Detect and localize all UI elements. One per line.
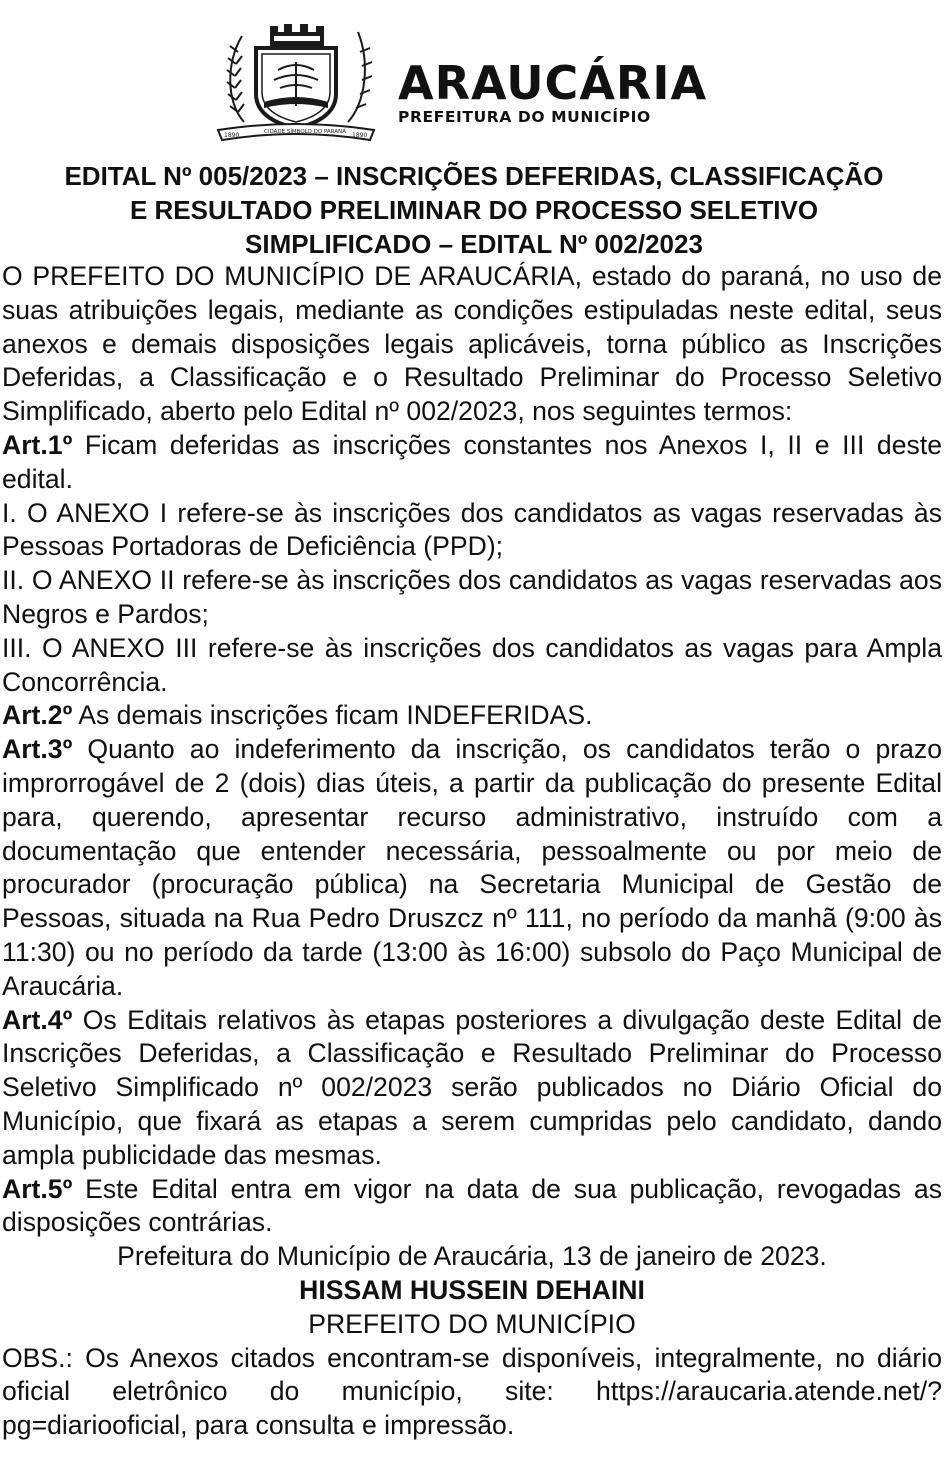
title-line-2: E RESULTADO PRELIMINAR DO PROCESSO SELETIVO [129,195,819,225]
article-5-text: Este Edital entra em vigor na data de sua publicação, revogadas as disposições contrárias. [2,1173,942,1238]
obs-note: OBS.: Os Anexos citados encontram-se disponíveis, integralmente, no diário oficial eletrônico do município, site: https://araucaria.atende.net/?pg=diariooficial, para consulta e impressão. [2,1342,942,1441]
signatory-role: PREFEITO DO MUNICÍPIO [308,1308,636,1339]
coat-of-arms-logo [208,22,384,142]
brand [398,56,708,126]
article-1-label: Art.1º [2,429,73,460]
item-2: II. O ANEXO II refere-se às inscrições dos candidatos as vagas reservadas aos Negros e Pardos; [2,565,942,629]
article-3-text: Quanto ao indeferimento da inscrição, os candidatos terão o prazo improrrogável de 2 (dois) dias úteis, a partir da publicação do presente Edital para, querendo, apresentar recurso administrativo, instruído com a documentação que entender necessária, pessoalmente ou por meio de procurador (procuração pública) na Secretaria Municipal de Gestão de Pessoas, situada na Rua Pedro Druszcz nº 111, no período da manhã (9:00 às 11:30) ou no período da tarde (13:00 às 16:00) subsolo do Paço Municipal de Araucária. [2,734,942,1001]
article-4-text: Os Editais relativos às etapas posteriores a divulgação deste Edital de Inscrições Deferidas, a Classificação e Resultado Preliminar do Processo Seletivo Simplificado nº 002/2023 serão publicados no Diário Oficial do Município, que fixará as etapas a serem cumpridas pelo candidato, dando ampla publicidade das mesmas. [2,1004,942,1170]
item-1: I. O ANEXO I refere-se às inscrições dos candidatos as vagas reservadas às Pessoas Portadoras de Deficiência (PPD); [2,497,942,562]
crest-ribbon-text: CIDADE SÍMBOLO DO PARANÁ [264,129,346,135]
title-line-1: EDITAL Nº 005/2023 – INSCRIÇÕES DEFERIDAS, CLASSIFICAÇÃO [64,161,884,191]
article-2 [2,699,942,733]
document-title [0,159,948,261]
intro-paragraph: O PREFEITO DO MUNICÍPIO DE ARAUCÁRIA, estado do paraná, no uso de suas atribuições legais, mediante as condições estipuladas neste edital, seus anexos e demais disposições legais aplicáveis, torna público as Inscrições Deferidas, a Classificação e o Resultado Preliminar do Processo Seletivo Simplificado, aberto pelo Edital nº 002/2023, nos seguintes termos: [2,261,942,427]
article-1-text: Ficam deferidas as inscrições constantes nos Anexos I, II e III deste edital. [2,429,942,494]
crest-year-left: 1890 [224,132,240,139]
article-4-label: Art.4º [2,1004,73,1035]
brand-subtitle: PREFEITURA DO MUNICÍPIO [398,108,651,126]
article-3-label: Art.3º [2,734,73,765]
signatory-name: HISSAM HUSSEIN DEHAINI [299,1274,645,1305]
article-2-text: As demais inscrições ficam INDEFERIDAS. [72,700,593,731]
brand-name: ARAUCÁRIA [398,56,708,110]
article-2-label: Art.2º [2,700,73,731]
article-5-label: Art.5º [2,1173,73,1204]
crest-year-right: 1890 [352,132,368,139]
title-line-3: SIMPLIFICADO – EDITAL Nº 002/2023 [245,229,703,259]
article-1 [2,429,942,497]
article-4 [2,1004,942,1173]
document-body [2,260,942,1443]
signature-place-date: Prefeitura do Município de Araucária, 13 de janeiro de 2023. [117,1241,827,1272]
header [0,22,948,152]
item-3: III. O ANEXO III refere-se às inscrições dos candidatos as vagas para Ampla Concorrência. [2,632,942,697]
article-5 [2,1173,942,1241]
article-3 [2,733,942,1003]
